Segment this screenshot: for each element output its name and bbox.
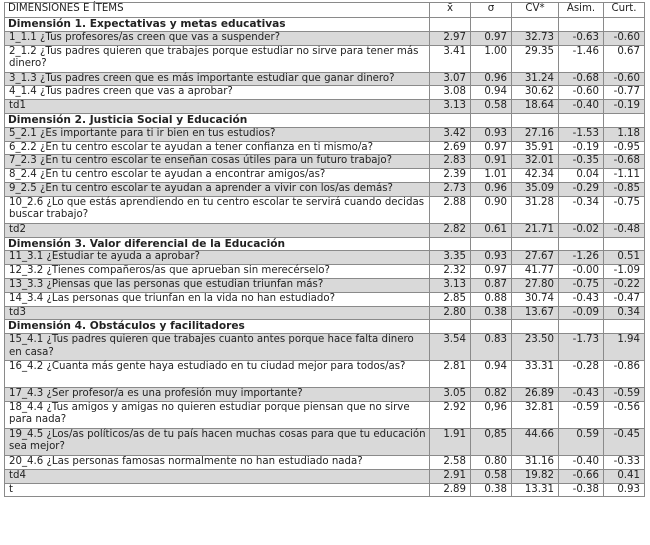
cell-cv: 35.09: [512, 182, 559, 196]
empty-cell: [604, 237, 645, 251]
dimension-title: Dimensión 4. Obstáculos y facilitadores: [5, 320, 430, 334]
cell-mean: 3.07: [430, 72, 471, 86]
cell-mean: 3.08: [430, 86, 471, 100]
cell-mean: 2.80: [430, 306, 471, 320]
table-row: [5, 100, 645, 114]
item-label: 17_4.3 ¿Ser profesor/a es una profesión muy importante?: [5, 388, 430, 402]
item-label: 9_2.5 ¿En tu centro escolar te ayudan a aprender a vivir con los/as demás?: [5, 182, 430, 196]
item-label: 3_1.3 ¿Tus padres creen que es más importante estudiar que ganar dinero?: [5, 72, 430, 86]
table-row: [5, 306, 645, 320]
cell-mean: 2.97: [430, 31, 471, 45]
cell-asim: -0.63: [559, 31, 604, 45]
empty-cell: [430, 113, 471, 127]
empty-cell: [559, 320, 604, 334]
dimension-title: Dimensión 3. Valor diferencial de la Educación: [5, 237, 430, 251]
table-row: [5, 455, 645, 469]
cell-sd: 0.82: [471, 388, 512, 402]
cell-cv: 32.01: [512, 155, 559, 169]
item-label: 10_2.6 ¿Lo que estás aprendiendo en tu centro escolar te servirá cuando decidas buscar trabajo?: [5, 196, 430, 223]
item-label: td4: [5, 469, 430, 483]
cell-curt: -0.95: [604, 141, 645, 155]
cell-cv: 32.73: [512, 31, 559, 45]
item-label: 12_3.2 ¿Tienes compañeros/as que aprueban sin merecérselo?: [5, 265, 430, 279]
cell-sd: 0.94: [471, 86, 512, 100]
empty-cell: [559, 113, 604, 127]
cell-curt: -0.22: [604, 278, 645, 292]
cell-sd: 0.97: [471, 31, 512, 45]
cell-mean: 2.83: [430, 155, 471, 169]
dimension-header-row: [5, 18, 645, 32]
cell-curt: -0.48: [604, 223, 645, 237]
item-label: 8_2.4 ¿En tu centro escolar te ayudan a encontrar amigos/as?: [5, 169, 430, 183]
cell-curt: -0.60: [604, 72, 645, 86]
empty-cell: [604, 113, 645, 127]
statistics-table-container: [4, 2, 644, 497]
dimension-header-row: [5, 320, 645, 334]
cell-asim: -0.43: [559, 388, 604, 402]
cell-sd: 0.87: [471, 278, 512, 292]
empty-cell: [430, 237, 471, 251]
item-label: td2: [5, 223, 430, 237]
statistics-table: [4, 2, 645, 497]
dimension-title: Dimensión 1. Expectativas y metas educativas: [5, 18, 430, 32]
cell-sd: 0.97: [471, 265, 512, 279]
cell-asim: -0.40: [559, 455, 604, 469]
table-row: [5, 265, 645, 279]
cell-curt: -0.59: [604, 388, 645, 402]
cell-asim: -0.35: [559, 155, 604, 169]
cell-mean: 3.13: [430, 100, 471, 114]
item-label: 18_4.4 ¿Tus amigos y amigas no quieren estudiar porque piensan que no sirve para nada?: [5, 401, 430, 428]
cell-cv: 31.24: [512, 72, 559, 86]
cell-mean: 3.54: [430, 334, 471, 361]
item-label: 15_4.1 ¿Tus padres quieren que trabajes cuanto antes porque hace falta dinero en casa?: [5, 334, 430, 361]
cell-mean: 2.85: [430, 292, 471, 306]
cell-curt: -0.56: [604, 401, 645, 428]
item-label: 16_4.2 ¿Cuanta más gente haya estudiado en tu ciudad mejor para todos/as?: [5, 361, 430, 388]
cell-asim: 0.04: [559, 169, 604, 183]
item-label: 2_1.2 ¿Tus padres quieren que trabajes porque estudiar no sirve para tener más dinero?: [5, 45, 430, 72]
cell-curt: -0.86: [604, 361, 645, 388]
empty-cell: [559, 237, 604, 251]
header-curt: Curt.: [604, 3, 645, 18]
cell-cv: 23.50: [512, 334, 559, 361]
cell-asim: -0.29: [559, 182, 604, 196]
item-label: 13_3.3 ¿Piensas que las personas que estudian triunfan más?: [5, 278, 430, 292]
empty-cell: [471, 18, 512, 32]
cell-cv: 41.77: [512, 265, 559, 279]
cell-cv: 18.64: [512, 100, 559, 114]
cell-cv: 21.71: [512, 223, 559, 237]
cell-cv: 19.82: [512, 469, 559, 483]
cell-asim: -1.73: [559, 334, 604, 361]
table-row: [5, 251, 645, 265]
cell-sd: 0.90: [471, 196, 512, 223]
item-label: 20_4.6 ¿Las personas famosas normalmente no han estudiado nada?: [5, 455, 430, 469]
cell-mean: 2.92: [430, 401, 471, 428]
table-row: [5, 334, 645, 361]
cell-cv: 13.67: [512, 306, 559, 320]
cell-sd: 0.96: [471, 182, 512, 196]
cell-asim: -0.43: [559, 292, 604, 306]
empty-cell: [512, 320, 559, 334]
item-label: 7_2.3 ¿En tu centro escolar te enseñan cosas útiles para un futuro trabajo?: [5, 155, 430, 169]
cell-curt: -1.09: [604, 265, 645, 279]
cell-curt: 1.94: [604, 334, 645, 361]
header-items: DIMENSIONES E ÍTEMS: [5, 3, 430, 18]
empty-cell: [430, 320, 471, 334]
cell-cv: 30.62: [512, 86, 559, 100]
cell-sd: 0.38: [471, 483, 512, 497]
table-row: [5, 45, 645, 72]
cell-curt: -0.85: [604, 182, 645, 196]
cell-mean: 2.88: [430, 196, 471, 223]
cell-curt: -0.47: [604, 292, 645, 306]
table-row: [5, 361, 645, 388]
cell-sd: 0.93: [471, 127, 512, 141]
cell-mean: 2.73: [430, 182, 471, 196]
cell-mean: 2.32: [430, 265, 471, 279]
cell-cv: 35.91: [512, 141, 559, 155]
table-row: [5, 72, 645, 86]
cell-asim: -0.59: [559, 401, 604, 428]
cell-sd: 1.01: [471, 169, 512, 183]
table-row: [5, 428, 645, 455]
cell-cv: 32.81: [512, 401, 559, 428]
table-row: [5, 278, 645, 292]
cell-sd: 0.96: [471, 72, 512, 86]
cell-mean: 2.69: [430, 141, 471, 155]
empty-cell: [604, 320, 645, 334]
cell-asim: -0.66: [559, 469, 604, 483]
cell-sd: 0.58: [471, 100, 512, 114]
item-label: 4_1.4 ¿Tus padres creen que vas a aprobar?: [5, 86, 430, 100]
cell-sd: 1.00: [471, 45, 512, 72]
cell-curt: -0.60: [604, 31, 645, 45]
cell-cv: 31.16: [512, 455, 559, 469]
cell-sd: 0.94: [471, 361, 512, 388]
cell-sd: 0,85: [471, 428, 512, 455]
dimension-header-row: [5, 237, 645, 251]
cell-asim: -0.34: [559, 196, 604, 223]
empty-cell: [559, 18, 604, 32]
item-label: 6_2.2 ¿En tu centro escolar te ayudan a tener confianza en ti mismo/a?: [5, 141, 430, 155]
cell-mean: 2.58: [430, 455, 471, 469]
table-row: [5, 86, 645, 100]
cell-cv: 44.66: [512, 428, 559, 455]
cell-asim: -0.28: [559, 361, 604, 388]
item-label: t: [5, 483, 430, 497]
cell-sd: 0.97: [471, 141, 512, 155]
empty-cell: [512, 113, 559, 127]
item-label: 14_3.4 ¿Las personas que triunfan en la vida no han estudiado?: [5, 292, 430, 306]
table-row: [5, 141, 645, 155]
cell-curt: -0.33: [604, 455, 645, 469]
empty-cell: [471, 237, 512, 251]
header-asim: Asim.: [559, 3, 604, 18]
empty-cell: [471, 320, 512, 334]
cell-curt: 1.18: [604, 127, 645, 141]
cell-cv: 27.16: [512, 127, 559, 141]
cell-cv: 33.31: [512, 361, 559, 388]
empty-cell: [512, 18, 559, 32]
empty-cell: [430, 18, 471, 32]
cell-asim: -0.02: [559, 223, 604, 237]
cell-curt: -1.11: [604, 169, 645, 183]
cell-mean: 2.39: [430, 169, 471, 183]
cell-cv: 27.67: [512, 251, 559, 265]
cell-cv: 26.89: [512, 388, 559, 402]
cell-sd: 0.80: [471, 455, 512, 469]
cell-asim: 0.59: [559, 428, 604, 455]
dimension-title: Dimensión 2. Justicia Social y Educación: [5, 113, 430, 127]
table-row: [5, 469, 645, 483]
table-row: [5, 196, 645, 223]
cell-sd: 0.88: [471, 292, 512, 306]
cell-mean: 3.41: [430, 45, 471, 72]
cell-curt: 0.67: [604, 45, 645, 72]
cell-curt: 0.93: [604, 483, 645, 497]
cell-cv: 42.34: [512, 169, 559, 183]
table-row: [5, 182, 645, 196]
table-row: [5, 169, 645, 183]
cell-sd: 0.83: [471, 334, 512, 361]
cell-asim: -0.60: [559, 86, 604, 100]
header-cv: CV*: [512, 3, 559, 18]
cell-curt: 0.41: [604, 469, 645, 483]
item-label: 11_3.1 ¿Estudiar te ayuda a aprobar?: [5, 251, 430, 265]
cell-mean: 2.81: [430, 361, 471, 388]
cell-asim: -0.68: [559, 72, 604, 86]
cell-asim: -1.46: [559, 45, 604, 72]
cell-sd: 0.91: [471, 155, 512, 169]
cell-asim: -0.19: [559, 141, 604, 155]
cell-asim: -0.00: [559, 265, 604, 279]
empty-cell: [512, 237, 559, 251]
cell-cv: 30.74: [512, 292, 559, 306]
item-label: 19_4.5 ¿Los/as políticos/as de tu país hacen muchas cosas para que tu educación sea mejor?: [5, 428, 430, 455]
item-label: 5_2.1 ¿Es importante para ti ir bien en tus estudios?: [5, 127, 430, 141]
cell-mean: 2.82: [430, 223, 471, 237]
cell-mean: 3.35: [430, 251, 471, 265]
header-mean: x̄: [430, 3, 471, 18]
cell-cv: 31.28: [512, 196, 559, 223]
table-body: [5, 18, 645, 497]
cell-asim: -1.53: [559, 127, 604, 141]
empty-cell: [604, 18, 645, 32]
cell-mean: 2.91: [430, 469, 471, 483]
cell-curt: -0.75: [604, 196, 645, 223]
table-row: [5, 483, 645, 497]
cell-curt: 0.34: [604, 306, 645, 320]
dimension-header-row: [5, 113, 645, 127]
cell-sd: 0.58: [471, 469, 512, 483]
item-label: td3: [5, 306, 430, 320]
table-row: [5, 292, 645, 306]
cell-cv: 27.80: [512, 278, 559, 292]
header-sd: σ: [471, 3, 512, 18]
item-label: td1: [5, 100, 430, 114]
cell-curt: 0.51: [604, 251, 645, 265]
cell-mean: 3.05: [430, 388, 471, 402]
table-row: [5, 127, 645, 141]
table-row: [5, 401, 645, 428]
cell-mean: 3.13: [430, 278, 471, 292]
header-row: [5, 3, 645, 18]
item-label: 1_1.1 ¿Tus profesores/as creen que vas a suspender?: [5, 31, 430, 45]
cell-curt: -0.19: [604, 100, 645, 114]
cell-mean: 1.91: [430, 428, 471, 455]
cell-curt: -0.77: [604, 86, 645, 100]
cell-cv: 29.35: [512, 45, 559, 72]
cell-mean: 3.42: [430, 127, 471, 141]
table-row: [5, 388, 645, 402]
cell-cv: 13.31: [512, 483, 559, 497]
cell-asim: -0.40: [559, 100, 604, 114]
cell-curt: -0.68: [604, 155, 645, 169]
table-row: [5, 155, 645, 169]
cell-mean: 2.89: [430, 483, 471, 497]
cell-asim: -1.26: [559, 251, 604, 265]
table-row: [5, 31, 645, 45]
cell-sd: 0.38: [471, 306, 512, 320]
cell-curt: -0.45: [604, 428, 645, 455]
cell-asim: -0.75: [559, 278, 604, 292]
table-row: [5, 223, 645, 237]
cell-asim: -0.38: [559, 483, 604, 497]
cell-sd: 0,96: [471, 401, 512, 428]
empty-cell: [471, 113, 512, 127]
cell-sd: 0.61: [471, 223, 512, 237]
cell-asim: -0.09: [559, 306, 604, 320]
cell-sd: 0.93: [471, 251, 512, 265]
